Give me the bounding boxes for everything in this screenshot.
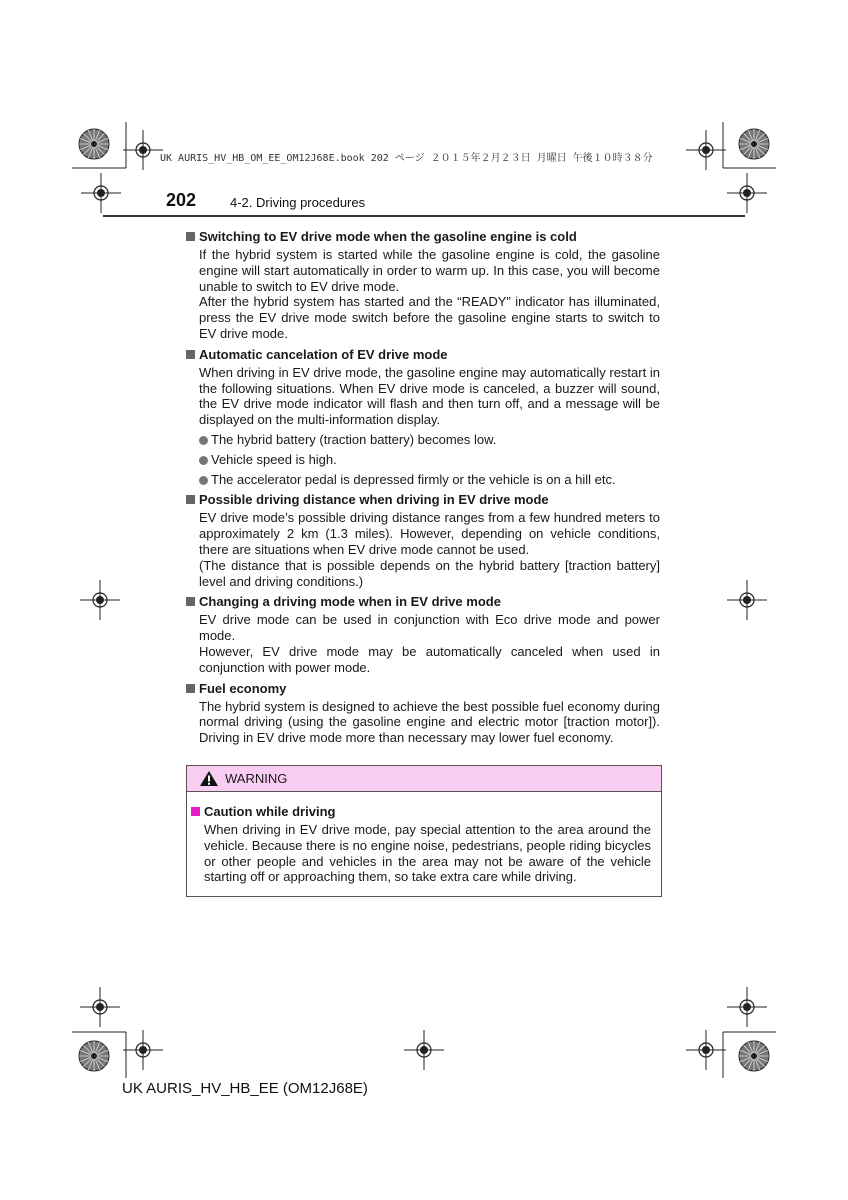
square-bullet-icon	[186, 495, 195, 504]
registration-mark-icon	[686, 1030, 726, 1070]
section-fuel-economy	[186, 680, 660, 746]
list-item	[199, 452, 660, 468]
starburst-icon	[79, 1041, 109, 1071]
section-auto-cancel	[186, 346, 660, 488]
warning-text: When driving in EV drive mode, pay special attention to the area around the vehicle. Because there is no engine noise, pedestrians, people riding bicycles or other people and vehicles in the area may not be aware of the vehicle starting off or approaching them, so take extra care while driving.	[204, 822, 651, 885]
section-heading	[186, 593, 660, 610]
starburst-icon	[79, 129, 109, 159]
square-bullet-icon	[186, 684, 195, 693]
section-title: 4-2. Driving procedures	[230, 195, 366, 210]
list-item-text: The hybrid battery (traction battery) becomes low.	[211, 431, 497, 447]
footer-code: UK AURIS_HV_HB_EE (OM12J68E)	[122, 1080, 368, 1097]
section-heading	[186, 228, 660, 245]
section-heading	[186, 491, 660, 508]
list-item	[199, 472, 660, 488]
main-content	[186, 225, 660, 750]
registration-mark-icon	[123, 130, 163, 170]
warning-box	[186, 765, 662, 897]
warning-heading-text: Caution while driving	[204, 804, 336, 819]
registration-mark-icon	[727, 987, 767, 1027]
registration-mark-icon	[81, 173, 121, 213]
warning-heading	[191, 803, 651, 820]
paragraph: When driving in EV drive mode, the gasoline engine may automatically restart in the following situations. When EV drive mode is canceled, a buzzer will sound, the EV drive mode indicator will flash and then turn off, and a message will be displayed on the multi-information display.	[199, 364, 660, 428]
list-item-text: The accelerator pedal is depressed firmly or the vehicle is on a hill etc.	[211, 471, 616, 487]
warning-title: WARNING	[225, 771, 288, 786]
paragraph: EV drive mode can be used in conjunction with Eco drive mode and power mode.	[199, 612, 660, 644]
section-heading	[186, 346, 660, 363]
square-bullet-icon	[191, 807, 200, 816]
section-changing-mode	[186, 593, 660, 675]
header-rule	[103, 215, 745, 217]
print-header: UK AURIS_HV_HB_OM_EE_OM12J68E.book 202 ページ ２０１５年２月２３日 月曜日 午後１０時３８分	[160, 153, 653, 164]
list-item	[199, 432, 660, 448]
starburst-icon	[739, 129, 769, 159]
round-bullet-icon	[199, 436, 208, 445]
registration-mark-icon	[404, 1030, 444, 1070]
warning-header	[187, 766, 661, 792]
square-bullet-icon	[186, 232, 195, 241]
registration-mark-icon	[80, 580, 120, 620]
section-heading-text: Possible driving distance when driving in EV drive mode	[199, 492, 549, 508]
round-bullet-icon	[199, 476, 208, 485]
section-driving-distance	[186, 491, 660, 589]
section-heading-text: Automatic cancelation of EV drive mode	[199, 346, 448, 362]
section-heading-text: Switching to EV drive mode when the gasoline engine is cold	[199, 229, 577, 244]
section-heading-text: Changing a driving mode when in EV drive mode	[199, 594, 501, 610]
paragraph: If the hybrid system is started while the gasoline engine is cold, the gasoline engine will start automatically in order to warm up. In this case, you will become unable to switch to EV drive mode.	[199, 247, 660, 294]
registration-mark-icon	[727, 580, 767, 620]
registration-mark-icon	[123, 1030, 163, 1070]
list-item-text: Vehicle speed is high.	[211, 451, 337, 467]
warning-triangle-icon	[199, 770, 219, 787]
section-heading-text: Fuel economy	[199, 680, 287, 696]
page-number: 202	[166, 190, 197, 210]
paragraph: However, EV drive mode may be automatically canceled when used in conjunction with power mode.	[199, 643, 660, 675]
registration-mark-icon	[80, 987, 120, 1027]
paragraph: After the hybrid system has started and the “READY” indicator has illuminated, press the EV drive mode switch before the gasoline engine starts to switch to EV drive mode.	[199, 294, 660, 341]
paragraph: (The distance that is possible depends on the hybrid battery [traction battery] level and driving conditions.)	[199, 557, 660, 589]
registration-mark-icon	[686, 130, 726, 170]
round-bullet-icon	[199, 456, 208, 465]
square-bullet-icon	[186, 350, 195, 359]
section-cold-engine	[186, 228, 660, 342]
square-bullet-icon	[186, 597, 195, 606]
paragraph: The hybrid system is designed to achieve the best possible fuel economy during normal driving (using the gasoline engine and electric motor [traction motor]). Driving in EV drive mode more than necessary may lower fuel economy.	[199, 698, 660, 746]
registration-mark-icon	[727, 173, 767, 213]
starburst-icon	[739, 1041, 769, 1071]
paragraph: EV drive mode’s possible driving distance ranges from a few hundred meters to approximately 2 km (1.3 miles). However, depending on vehicle conditions, there are situations when EV drive mode cannot be used.	[199, 510, 660, 557]
section-heading	[186, 680, 660, 697]
warning-body	[187, 792, 661, 885]
